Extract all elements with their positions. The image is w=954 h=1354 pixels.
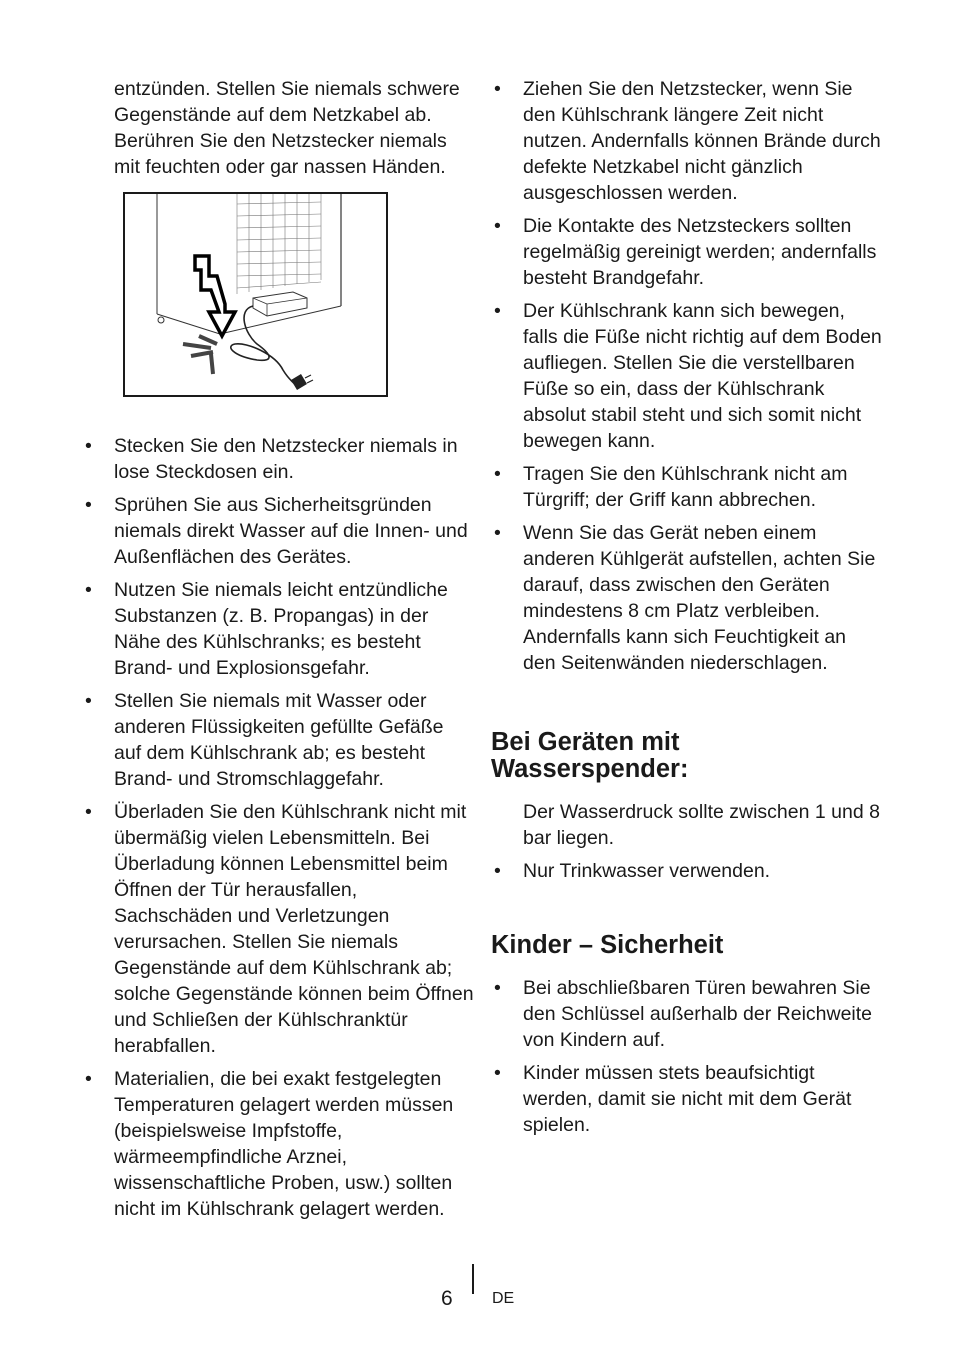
list-item: • Tragen Sie den Kühlschrank nicht am Türgriff; der Griff kann abbrechen. [491,461,883,513]
language-code: DE [492,1290,515,1307]
list-item: • Die Kontakte des Netzsteckers sollten regelmäßig gereinigt werden; andernfalls besteht Brandgefahr. [491,213,883,291]
list-item: • Bei abschließbaren Türen bewahren Sie den Schlüssel außerhalb der Reichweite von Kindern auf. [491,975,883,1053]
page-number: 6 [441,1287,453,1310]
list-item: • Nur Trinkwasser verwenden. [491,858,883,884]
power-cord-illustration [123,192,388,397]
list-item: • Nutzen Sie niemals leicht entzündliche Substanzen (z. B. Propangas) in der Nähe des Kühlschranks; es besteht Brand- und Explosionsgefahr. [82,577,474,681]
water-dispenser-heading: Bei Geräten mit Wasserspender: [491,728,689,783]
water-pressure-text: Der Wasserdruck sollte zwischen 1 und 8 bar liegen. [523,801,880,849]
list-item: • Stecken Sie den Netzstecker niemals in lose Steckdosen ein. [82,433,474,485]
list-item: • Sprühen Sie aus Sicherheitsgründen niemals direkt Wasser auf die Innen- und Außenflächen des Gerätes. [82,492,474,570]
lightning-bolt-plug-icon [125,194,386,395]
left-bullet-list [82,433,474,1222]
intro-paragraph: entzünden. Stellen Sie niemals schwere Gegenstände auf dem Netzkabel ab. Berühren Sie den Netzstecker niemals mit feuchten oder gar nassen Händen. [114,78,460,178]
left-column [82,76,474,1229]
list-item: • Kinder müssen stets beaufsichtigt werden, damit sie nicht mit dem Gerät spielen. [491,1060,883,1138]
child-bullet-list [491,975,883,1138]
list-item: • Wenn Sie das Gerät neben einem anderen Kühlgerät aufstellen, achten Sie darauf, dass zwischen den Geräten mindestens 8 cm Platz verbleiben. Andernfalls kann sich Feuchtigkeit an den Seitenwänden niederschlagen. [491,520,883,676]
right-column [491,76,883,1145]
list-item: • Der Kühlschrank kann sich bewegen, falls die Füße nicht richtig auf dem Boden aufliegen. Stellen Sie die verstellbaren Füße so ein, dass der Kühlschrank absolut stabil steht und sich somit nicht bewegen kann. [491,298,883,454]
list-item: • Ziehen Sie den Netzstecker, wenn Sie den Kühlschrank längere Zeit nicht nutzen. Andernfalls können Brände durch defekte Netzkabel nicht gänzlich ausgeschlossen werden. [491,76,883,206]
list-item: • Materialien, die bei exakt festgelegten Temperaturen gelagert werden müssen (beispielsweise Impfstoffe, wärmeempfindliche Arznei, wissenschaftliche Proben, usw.) sollten nicht im Kühlschrank gelagert werden. [82,1066,474,1222]
list-item: • Überladen Sie den Kühlschrank nicht mit übermäßig vielen Lebensmitteln. Bei Überladung können Lebensmittel beim Öffnen der Tür herausfallen, Sachschäden und Verletzungen verursachen. Stellen Sie niemals Gegenstände auf dem Kühlschrank ab; solche Gegenstände können beim Öffnen und Schließen der Kühlschranktür herabfallen. [82,799,474,1059]
right-bullet-list [491,76,883,676]
footer-divider [472,1264,474,1294]
list-item: • Stellen Sie niemals mit Wasser oder anderen Flüssigkeiten gefüllte Gefäße auf dem Kühlschrank ab; es besteht Brand- und Stromschlaggefahr. [82,688,474,792]
water-bullet-list [491,858,883,884]
child-safety-heading: Kinder – Sicherheit [491,931,724,959]
